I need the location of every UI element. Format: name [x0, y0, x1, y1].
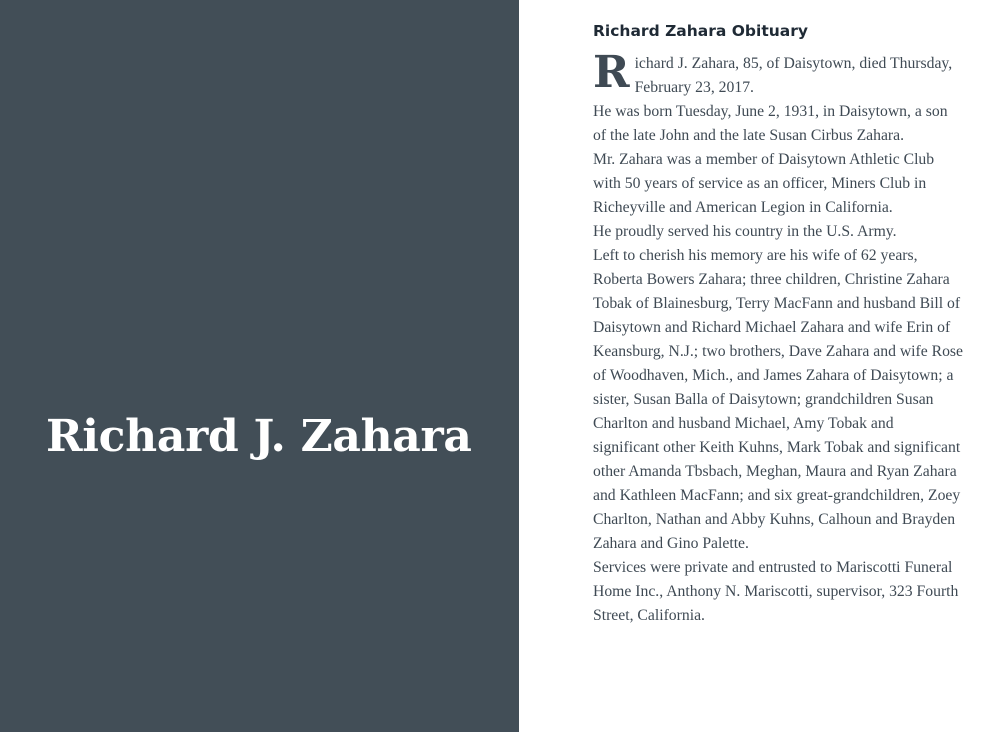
- article-paragraph-1: [593, 47, 963, 100]
- article-paragraph-6: Services were private and entrusted to Mariscotti Funeral Home Inc., Anthony N. Mariscotti, supervisor, 323 Fourth Street, California.: [593, 559, 959, 624]
- article-paragraph-5: Left to cherish his memory are his wife of 62 years, Roberta Bowers Zahara; three children, Christine Zahara Tobak of Blainesburg, Terry MacFann and husband Bill of Daisytown and Richard Michael Zahara and wife Erin of Keansburg, N.J.; two brothers, Dave Zahara and wife Rose of Woodhaven, Mich., and James Zahara of Daisytown; a sister, Susan Balla of Daisytown; grandchildren Susan Charlton and husband Michael, Amy Tobak and significant other Keith Kuhns, Mark Tobak and significant other Amanda Tbsbach, Meghan, Maura and Ryan Zahara and Kathleen MacFann; and six great-grandchildren, Zoey Charlton, Nathan and Abby Kuhns, Calhoun and Brayden Zahara and Gino Palette.: [593, 247, 964, 552]
- article-paragraph-2: He was born Tuesday, June 2, 1931, in Daisytown, a son of the late John and the late Susan Cirbus Zahara.: [593, 103, 948, 144]
- obituary-content-panel: [519, 0, 983, 732]
- article-paragraph-1-text: ichard J. Zahara, 85, of Daisytown, died Thursday, February 23, 2017.: [634, 55, 953, 96]
- drop-cap-letter: R: [593, 47, 630, 98]
- article-paragraph-3: Mr. Zahara was a member of Daisytown Athletic Club with 50 years of service as an officer, Miners Club in Richeyville and American Legion in California.: [593, 151, 935, 216]
- article-paragraph-4: He proudly served his country in the U.S. Army.: [593, 223, 897, 240]
- hero-name-heading: Richard J. Zahara: [46, 411, 472, 462]
- article-body: [593, 47, 964, 628]
- article-title: Richard Zahara Obituary: [593, 22, 808, 40]
- obituary-article: [593, 19, 963, 628]
